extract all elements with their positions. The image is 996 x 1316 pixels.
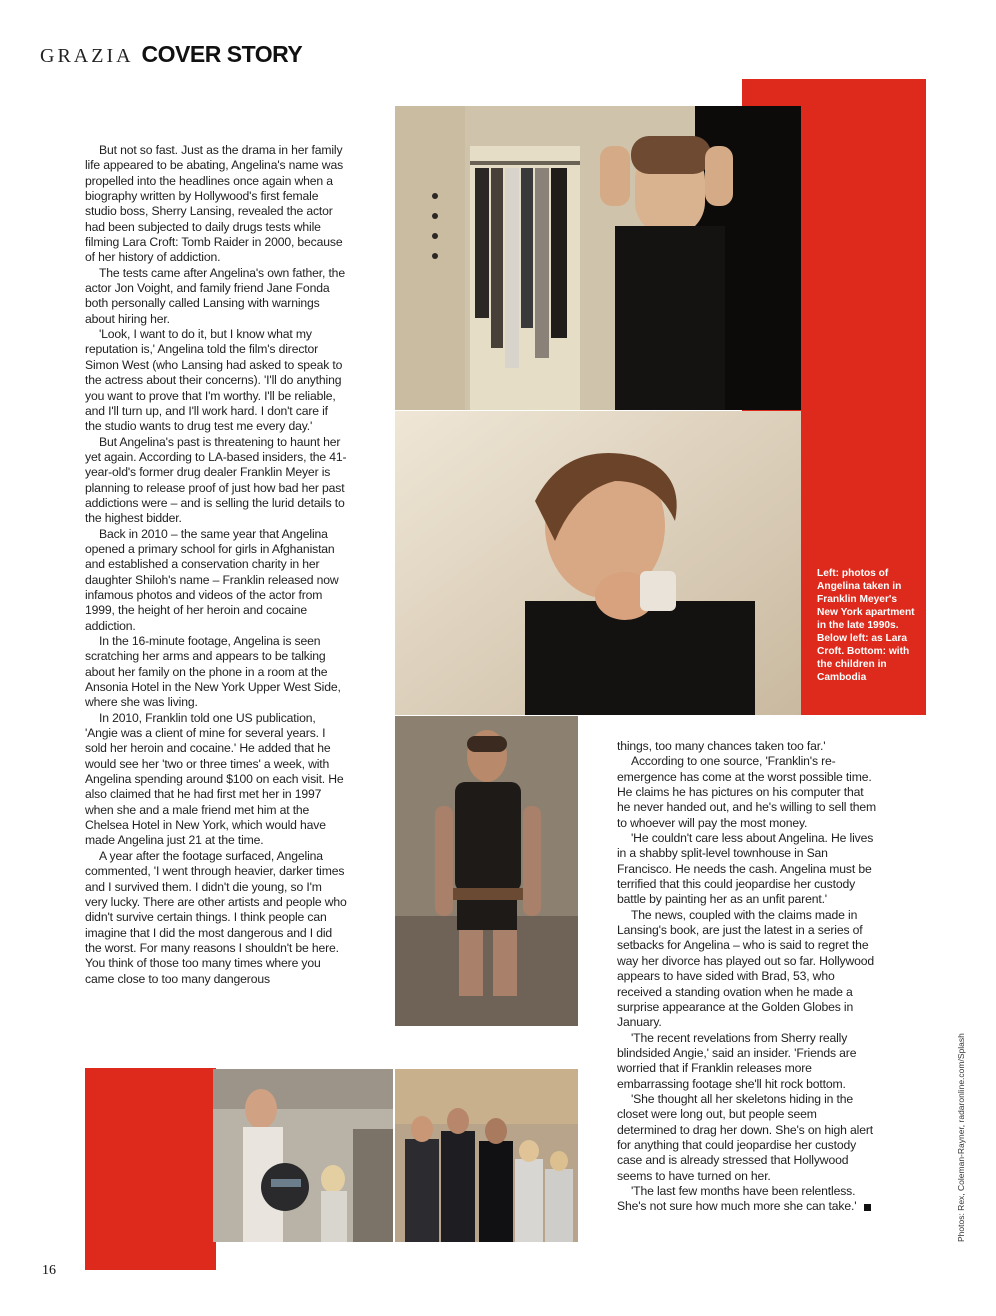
lara-croft-photo-image [395, 716, 578, 1026]
paragraph: 'The recent revelations from Sherry really blindsided Angie,' said an insider. 'Friends are worried that if Franklin releases more embarrassing footage she'll hit rock bottom. [617, 1030, 857, 1091]
paragraph: In the 16-minute footage, Angelina is seen scratching her arms and appears to be talking about her family on the phone in a room at the Ansonia Hotel in the New York Upper West Side, where she was living. [85, 634, 341, 710]
paragraph: Back in 2010 – the same year that Angelina opened a primary school for girls in Afghanistan and established a conservation charity in her daughter Shiloh's name – Franklin released now infamous photos and videos of the actor from 1999, the height of her heroin and cocaine addiction. [85, 526, 339, 633]
portrait-photo-image [395, 411, 801, 715]
photo-caption: Left: photos of Angelina taken in Franklin Meyer's New York apartment in the late 1990s. Below left: as Lara Croft. Bottom: with the children in Cambodia [817, 568, 915, 683]
closet-photo-image [395, 106, 801, 410]
paragraph: things, too many chances taken too far.' [617, 739, 826, 753]
paragraph: 'Look, I want to do it, but I know what my reputation is,' Angelina told the film's director Simon West (who Lansing had asked to speak to the actress about their concerns). 'I'll do anything you want to prove that I'm worthy. I'll be reliable, and I'll turn up, and I'll work hard. I don't care if the studio wants to drug test me every day.' [85, 327, 343, 434]
street-photo-image [213, 1069, 393, 1242]
section-title: COVER STORY [141, 41, 303, 67]
paragraph: 'He couldn't care less about Angelina. He lives in a shabby split-level townhouse in San Francisco. He needs the cash. Angelina must be terrified that this could jeopardise her custody battle by painting her as an unfit parent.' [617, 831, 874, 907]
paragraph: 'She thought all her skeletons hiding in the closet were long out, but people seem determined to drag her down. She's on high alert for anything that could jeopardise her custody case and is already stressed that Hollywood seems to have turned on her. [617, 1091, 873, 1183]
paragraph: In 2010, Franklin told one US publication, 'Angie was a client of mine for several years. I sold her heroin and cocaine.' He added that he would see her 'two or three times' a week, with Angelina spending around $100 on each visit. He also claimed that he had first met her in 1997 when she and a male friend met him at the Chelsea Hotel in New York, which would have made Angelina just 21 at the time. [85, 710, 344, 848]
masthead [40, 41, 302, 68]
paragraph: But not so fast. Just as the drama in her family life appeared to be abating, Angelina's name was propelled into the headlines once again when a biography written by Hollywood's first female studio boss, Sherry Lansing, revealed the actor had been subjected to daily drugs tests while filming Lara Croft: Tomb Raider in 2000, because of her history of addiction. [85, 143, 344, 265]
brand-logo: GRAZIA [40, 45, 134, 67]
last-paragraph-text: 'The last few months have been relentless. She's not sure how much more she can take.' [617, 1183, 857, 1214]
red-block-bottom [85, 1068, 216, 1270]
paragraph-last [617, 1184, 879, 1215]
photo-credit: Photos: Rex, Coleman-Rayner, radaronline.com/Splash [956, 1033, 966, 1242]
photo-street [213, 1069, 393, 1242]
paragraph: According to one source, 'Franklin's re-emergence has come at the worst possible time. He claims he has pictures on his computer that he never handed out, and he's willing to sell them to whoever will pay the most money. [617, 754, 877, 830]
cambodia-photo-image [395, 1069, 578, 1242]
page-number: 16 [42, 1263, 56, 1278]
photo-lara-croft [395, 716, 578, 1026]
body-column-left [85, 143, 347, 987]
paragraph: But Angelina's past is threatening to haunt her yet again. According to LA-based insiders, the 41-year-old's former drug dealer Franklin Meyer is planning to release proof of just how bad her past addictions were – and is selling the lurid details to the highest bidder. [85, 434, 347, 526]
photo-cambodia [395, 1069, 578, 1242]
end-mark-icon [864, 1204, 871, 1211]
paragraph: The tests came after Angelina's own father, the actor Jon Voight, and family friend Jane Fonda both personally called Lansing with warnings about hiring her. [85, 265, 345, 326]
photo-closet [395, 106, 801, 410]
body-column-right [617, 739, 879, 1215]
paragraph: The news, coupled with the claims made in Lansing's book, are just the latest in a series of setbacks for Angelina – who is said to regret the way her divorce has played out so far. Hollywood appears to have sided with Brad, 53, who received a standing ovation when he made a surprise appearance at the Golden Globes in January. [617, 907, 875, 1030]
photo-portrait [395, 411, 801, 715]
paragraph: A year after the footage surfaced, Angelina commented, 'I went through heavier, darker times and I survived them. I didn't die young, so I'm very lucky. There are other artists and people who didn't survive certain things. I think people can imagine that I did the most dangerous and I did the worst. For many reasons I shouldn't be here. You think of those too many times where you came close to too many dangerous [85, 848, 347, 986]
